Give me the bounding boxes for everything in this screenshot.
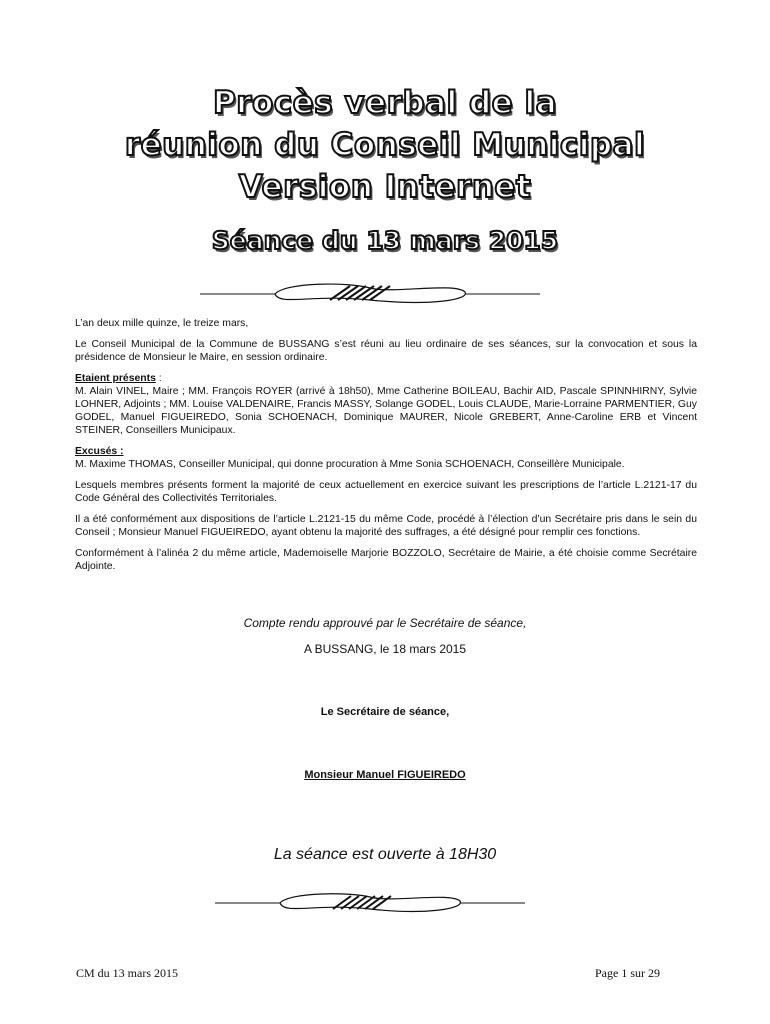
title-line-3: Version Internet (238, 169, 532, 205)
presents-paragraph (75, 372, 697, 437)
decorative-divider-bottom (215, 888, 525, 918)
document-title (0, 82, 770, 208)
decorative-divider-top (200, 278, 540, 310)
title-line-2: réunion du Conseil Municipal (124, 127, 646, 163)
footer-session: CM du 13 mars 2015 (76, 966, 178, 980)
secretary-label: Le Secrétaire de séance, (320, 706, 450, 718)
convocation-paragraph: Le Conseil Municipal de la Commune de BUSSANG s’est réuni au lieu ordinaire de ses séances, sur la convocation et sous la présidence de Monsieur le Maire, en session ordinaire. (75, 339, 697, 363)
secretary-name: Monsieur Manuel FIGUEIREDO (304, 769, 466, 781)
excuses-heading: Excusés : (75, 446, 124, 457)
title-line-1: Procès verbal de la (212, 85, 558, 121)
footer-page-number: Page 1 sur 29 (595, 966, 660, 980)
excuses-list: M. Maxime THOMAS, Conseiller Municipal, qui donne procuration à Mme Sonia SCHOENACH, Conseillère Municipale. (75, 459, 625, 470)
presents-heading: Etaient présents (75, 373, 156, 384)
place-and-date: A BUSSANG, le 18 mars 2015 (303, 642, 467, 656)
minutes-body (75, 317, 697, 581)
session-opening: La séance est ouverte à 18H30 (273, 846, 497, 863)
secretary-election-paragraph: Il a été conformément aux dispositions de l’article L.2121-15 du même Code, procédé à l’élection d’un Secrétaire pris dans le sein du Conseil ; Monsieur Manuel FIGUEIREDO, ayant obtenu la majorité des suffrages, a été désigné pour remplir ces fonctions. (75, 514, 697, 538)
intro-paragraph: L’an deux mille quinze, le treize mars, (75, 318, 249, 329)
presents-separator: : (155, 373, 162, 384)
deputy-secretary-paragraph: Conformément à l’alinéa 2 du même article, Mademoiselle Marjorie BOZZOLO, Secrétaire de Mairie, a été choisie comme Secrétaire Adjointe. (75, 548, 697, 572)
presents-list: M. Alain VINEL, Maire ; MM. François ROYER (arrivé à 18h50), Mme Catherine BOILEAU, Bachir AID, Pascale SPINNHIRNY, Sylvie LOHNER, Adjoints ; MM. Louise VALDENAIRE, Francis MASSY, Solange GODEL, Louis CLAUDE, Marie-Lorraine PARMENTIER, Guy GODEL, Manuel FIGUEIREDO, Sonia SCHOENACH, Dominique MAURER, Nicole GREBERT, Anne-Caroline ERB et Vincent STEINER, Conseillers Municipaux. (75, 386, 697, 436)
quorum-paragraph: Lesquels membres présents forment la majorité de ceux actuellement en exercice suivant les prescriptions de l’article L.2121-17 du Code Général des Collectivités Territoriales. (75, 480, 697, 504)
excuses-paragraph (75, 445, 697, 471)
approval-statement: Compte rendu approuvé par le Secrétaire de séance, (243, 616, 527, 630)
session-date-title: Séance du 13 mars 2015 (211, 226, 559, 255)
